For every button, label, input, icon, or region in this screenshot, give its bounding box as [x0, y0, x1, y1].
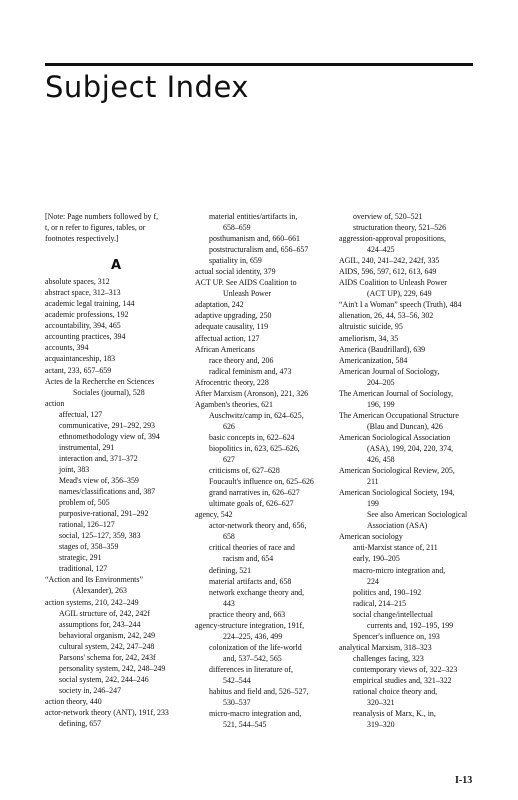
- index-subentry: radical, 214–215: [353, 598, 407, 608]
- index-entry: actor-network theory (ANT), 191f, 233: [45, 707, 169, 717]
- index-column-2: [195, 211, 345, 730]
- index-entry: American sociology: [339, 532, 403, 542]
- index-subentry: stages of, 358–359: [59, 542, 119, 552]
- index-subentry: defining, 657: [59, 719, 102, 729]
- index-entry: academic professions, 192: [45, 310, 129, 320]
- index-subentry: (Alexander), 263: [73, 586, 127, 596]
- index-column-1: [45, 211, 187, 729]
- index-subentry: material entities/artifacts in,: [209, 212, 298, 221]
- index-subentry: 530–537: [223, 698, 251, 708]
- index-subentry: Auschwitz/camp in, 624–625,: [209, 410, 304, 420]
- index-subentry: colonization of the life-world: [209, 642, 302, 652]
- index-entry: accounts, 394: [45, 343, 89, 353]
- index-column-3: [339, 211, 489, 730]
- index-subentry: habitus and field and, 526–527,: [209, 687, 309, 697]
- index-subentry: 319–320: [367, 720, 395, 730]
- index-subentry: problem of, 505: [59, 498, 110, 508]
- index-entry: American Sociological Association: [339, 432, 451, 442]
- index-subentry: material artifacts and, 658: [209, 576, 292, 586]
- index-entry: action: [45, 398, 65, 408]
- index-subentry: 211: [367, 477, 379, 487]
- index-subentry: overview of, 520–521: [353, 212, 423, 221]
- index-subentry: (ASA), 199, 204, 220, 374,: [367, 443, 454, 453]
- index-entry: action theory, 440: [45, 696, 102, 706]
- page-title: Subject Index: [45, 70, 249, 104]
- index-entry: ameliorism, 34, 35: [339, 333, 399, 343]
- index-subentry: 542–544: [223, 675, 251, 685]
- index-subentry: cultural system, 242, 247–248: [59, 641, 155, 651]
- index-entry: actant, 233, 657–659: [45, 365, 112, 375]
- index-entry: academic legal training, 144: [45, 299, 135, 309]
- index-subentry: basic concepts in, 622–624: [209, 432, 295, 442]
- index-subentry: Unleash Power: [223, 289, 271, 299]
- index-subentry: personality system, 242, 248–249: [59, 663, 166, 673]
- index-entry: [Note: Page numbers followed by f,: [45, 212, 159, 221]
- index-subentry: reanalysis of Marx, K., in,: [353, 709, 436, 719]
- index-subentry: spatiality in, 659: [209, 256, 262, 266]
- index-subentry: contemporary views of, 322–323: [353, 664, 458, 674]
- index-subentry: ethnomethodology view of, 394: [59, 431, 160, 441]
- index-subentry: social system, 242, 244–246: [59, 674, 149, 684]
- index-entry: AGIL, 240, 241–242, 242f, 335: [339, 256, 440, 266]
- index-subentry: 658–659: [223, 223, 251, 233]
- index-subentry: (Blau and Duncan), 426: [367, 421, 443, 431]
- index-entry: affectual action, 127: [195, 333, 260, 343]
- index-entry: abstract space, 312–313: [45, 288, 121, 298]
- index-subentry: racism and, 654: [223, 554, 274, 564]
- index-entry: Actes de la Recherche en Sciences: [45, 376, 155, 386]
- index-subentry: 627: [223, 455, 235, 465]
- index-subentry: 204–205: [367, 377, 395, 387]
- index-subentry: purposive-rational, 291–292: [59, 509, 149, 519]
- index-subentry: 199: [367, 499, 379, 509]
- index-subentry: Foucault's influence on, 625–626: [209, 477, 314, 487]
- index-subentry: politics and, 190–192: [353, 587, 422, 597]
- index-entry: AIDS, 596, 597, 612, 613, 649: [339, 267, 437, 277]
- index-subentry: affectual, 127: [59, 409, 103, 419]
- index-subentry: Spencer's influence on, 193: [353, 631, 440, 641]
- header-rule: [45, 63, 473, 66]
- index-entry: footnotes respectively.]: [45, 234, 119, 244]
- index-subentry: rational, 126–127: [59, 520, 115, 530]
- section-letter: A: [110, 258, 122, 274]
- index-entry: altruistic suicide, 95: [339, 322, 403, 332]
- index-subentry: structuration theory, 521–526: [353, 223, 447, 233]
- spacer: [45, 244, 187, 255]
- index-entry: actual social identity, 379: [195, 267, 276, 277]
- index-subentry: race theory and, 206: [209, 355, 274, 365]
- index-subentry: macro-micro integration and,: [353, 565, 446, 575]
- index-subentry: Mead's view of, 356–359: [59, 475, 139, 485]
- index-subentry: differences in literature of,: [209, 664, 293, 674]
- index-subentry: rational choice theory and,: [353, 687, 438, 697]
- index-entry: absolute spaces, 312: [45, 277, 110, 287]
- index-subentry: radical feminism and, 473: [209, 366, 292, 376]
- index-subentry: Sociales (journal), 528: [73, 387, 145, 397]
- index-entry: agency-structure integration, 191f,: [195, 620, 305, 630]
- index-entry: Afrocentric theory, 228: [195, 377, 269, 387]
- index-entry: America (Baudrillard), 639: [339, 344, 426, 354]
- index-subentry: criticisms of, 627–628: [209, 466, 280, 476]
- index-subentry: assumptions for, 243–244: [59, 619, 141, 629]
- index-subentry: 426, 458: [367, 455, 395, 465]
- index-subentry: and, 537–542, 565: [223, 653, 282, 663]
- index-entry: After Marxism (Aronson), 221, 326: [195, 388, 309, 398]
- index-subentry: actor-network theory and, 656,: [209, 521, 307, 531]
- index-subentry: Parsons' schema for, 242, 243f: [59, 652, 156, 662]
- index-entry: adaptive upgrading, 250: [195, 311, 272, 321]
- index-entry: American Sociological Review, 205,: [339, 466, 455, 476]
- index-subentry: instrumental, 291: [59, 442, 115, 452]
- index-subentry: anti-Marxist stance of, 211: [353, 543, 438, 553]
- index-entry: agency, 542: [195, 510, 233, 520]
- index-entry: accounting practices, 394: [45, 332, 126, 342]
- index-subentry: AGIL structure of, 242, 242f: [59, 608, 150, 618]
- index-subentry: 320–321: [367, 698, 395, 708]
- index-subentry: society in, 246–247: [59, 685, 122, 695]
- index-subentry: micro-macro integration and,: [209, 709, 302, 719]
- index-subentry: defining, 521: [209, 565, 252, 575]
- index-subentry: network exchange theory and,: [209, 587, 305, 597]
- index-entry: Americanization, 584: [339, 355, 408, 365]
- index-subentry: interaction and, 371–372: [59, 453, 138, 463]
- index-subentry: 443: [223, 598, 235, 608]
- index-subentry: 424–425: [367, 245, 395, 255]
- index-subentry: 224–225, 436, 499: [223, 631, 283, 641]
- index-subentry: social change/intellectual: [353, 609, 433, 619]
- index-entry: The American Occupational Structure: [339, 410, 459, 420]
- index-subentry: critical theories of race and: [209, 543, 295, 553]
- index-subentry: posthumanism and, 660–661: [209, 234, 300, 244]
- index-subentry: communicative, 291–292, 293: [59, 420, 155, 430]
- index-entry: AIDS Coalition to Unleash Power: [339, 278, 447, 288]
- index-subentry: Association (ASA): [367, 521, 428, 531]
- index-entry: The American Journal of Sociology,: [339, 388, 454, 398]
- index-subentry: empirical studies and, 321–322: [353, 675, 452, 685]
- index-subentry: early, 190–205: [353, 554, 400, 564]
- index-entry: acquaintanceship, 183: [45, 354, 116, 364]
- index-subentry: joint, 383: [59, 464, 90, 474]
- index-entry: African Americans: [195, 344, 255, 354]
- index-subentry: 224: [367, 576, 379, 586]
- index-entry: Agamben's theories, 621: [195, 399, 273, 409]
- index-entry: American Journal of Sociology,: [339, 366, 440, 376]
- index-subentry: traditional, 127: [59, 564, 108, 574]
- index-entry: ACT UP. See AIDS Coalition to: [195, 278, 297, 288]
- index-subentry: practice theory and, 663: [209, 609, 286, 619]
- index-subentry: behavioral organism, 242, 249: [59, 630, 156, 640]
- index-subentry: poststructuralism and, 656–657: [209, 245, 309, 255]
- index-subentry: See also American Sociological: [367, 510, 468, 520]
- index-entry: “Action and Its Environments”: [45, 575, 143, 585]
- page-number: I-13: [455, 775, 473, 786]
- index-subentry: 196, 199: [367, 399, 395, 409]
- index-subentry: (ACT UP), 229, 649: [367, 289, 432, 299]
- index-subentry: 658: [223, 532, 235, 542]
- index-subentry: grand narratives in, 626–627: [209, 488, 300, 498]
- index-entry: alienation, 26, 44, 53–56, 302: [339, 311, 434, 321]
- index-entry: t, or n refer to figures, tables, or: [45, 223, 146, 233]
- index-entry: accountability, 394, 465: [45, 321, 121, 331]
- index-subentry: strategic, 291: [59, 553, 102, 563]
- index-entry: adequate causality, 119: [195, 322, 269, 332]
- index-entry: adaptation, 242: [195, 300, 244, 310]
- index-entry: analytical Marxism, 318–323: [339, 642, 432, 652]
- index-subentry: currents and, 192–195, 199: [367, 620, 454, 630]
- index-subentry: social, 125–127, 359, 383: [59, 531, 141, 541]
- index-subentry: 626: [223, 421, 235, 431]
- index-subentry: ultimate goals of, 626–627: [209, 499, 294, 509]
- index-subentry: names/classifications and, 387: [59, 487, 156, 497]
- index-subentry: biopolitics in, 623, 625–626,: [209, 443, 300, 453]
- index-entry: aggression-approval propositions,: [339, 234, 446, 244]
- index-subentry: 521, 544–545: [223, 720, 267, 730]
- index-entry: “Ain't I a Woman” speech (Truth), 484: [339, 300, 462, 310]
- index-subentry: challenges facing, 323: [353, 653, 424, 663]
- index-entry: action systems, 210, 242–249: [45, 597, 139, 607]
- index-entry: American Sociological Society, 194,: [339, 488, 455, 498]
